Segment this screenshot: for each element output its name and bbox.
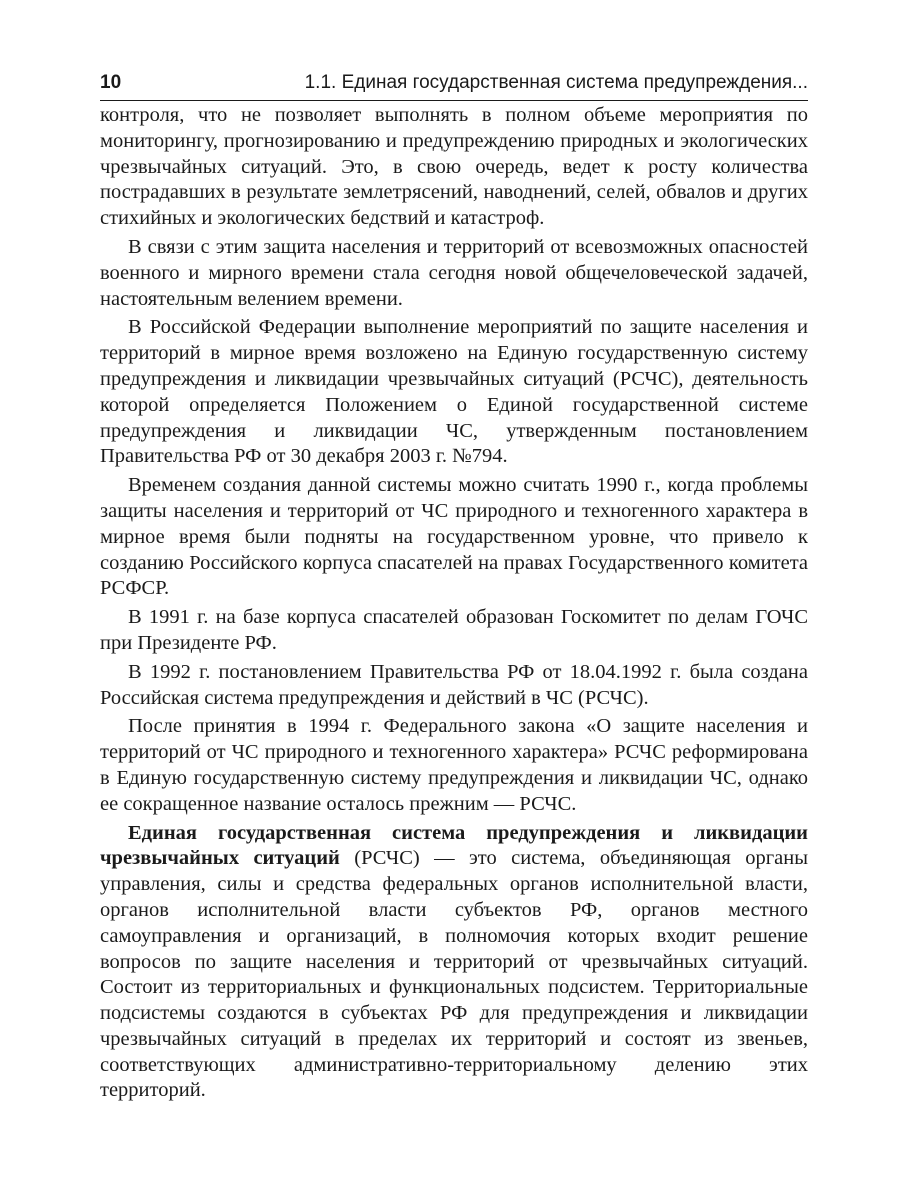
defined-term: Единая государственная система предупреждения и ликвидации чрезвычайных ситуаций [100,821,808,870]
paragraph-2: В связи с этим защита населения и территорий от всевозможных опасностей военного и мирного времени стала сегодня новой общечеловеческой задачей, настоятельным велением времени. [100,235,808,310]
body-text [100,103,808,1104]
paragraph-6: В 1992 г. постановлением Правительства РФ от 18.04.1992 г. была создана Российская система предупреждения и действий в ЧС (РСЧС). [100,660,808,709]
definition-text: (РСЧС) — это система, объединяющая органы управления, силы и средства федеральных органов исполнительной власти, органов исполнительной власти субъектов РФ, органов местного самоуправления и организаций, в полномочия которых входит решение вопросов по защите населения и территорий от чрезвычайных ситуаций. Состоит из территориальных и функциональных подсистем. Территориальные подсистемы создаются в субъектах РФ для предупреждения и ликвидации чрезвычайных ситуаций в пределах их территорий и состоят из звеньев, соответствующих административно-территориальному делению этих территорий. [100,847,808,1102]
paragraph-1: контроля, что не позволяет выполнять в полном объеме мероприятия по мониторингу, прогнозированию и предупреждению природных и экологических чрезвычайных ситуаций. Это, в свою очередь, ведет к росту количества пострадавших в результате землетрясений, наводнений, селей, обвалов и других стихийных и экологических бедствий и катастроф. [100,104,808,230]
paragraph-4: Временем создания данной системы можно считать 1990 г., когда проблемы защиты населения и территорий от ЧС природного и техногенного характера в мирное время были подняты на государственном уровне, что привело к созданию Российского корпуса спасателей на правах Государственного комитета РСФСР. [100,474,808,600]
paragraph-3: В Российской Федерации выполнение мероприятий по защите населения и территорий в мирное время возложено на Единую государственную систему предупреждения и ликвидации чрезвычайных ситуаций (РСЧС), деятельность которой определяется Положением о Единой государственной системе предупреждения и ликвидации ЧС, утвержденным постановлением Правительства РФ от 30 декабря 2003 г. №794. [100,316,808,468]
page-number: 10 [100,72,122,93]
paragraph-8-definition [100,821,808,1105]
section-title: 1.1. Единая государственная система предупреждения... [304,72,808,93]
paragraph-5: В 1991 г. на базе корпуса спасателей образован Госкомитет по делам ГОЧС при Президенте РФ. [100,606,808,654]
book-page [100,70,808,1107]
paragraph-7: После принятия в 1994 г. Федерального закона «О защите населения и территорий от ЧС природного и техногенного характера» РСЧС реформирована в Единую государственную систему предупреждения и ликвидации ЧС, однако ее сокращенное название осталось прежним — РСЧС. [100,715,808,815]
running-header [100,70,808,101]
